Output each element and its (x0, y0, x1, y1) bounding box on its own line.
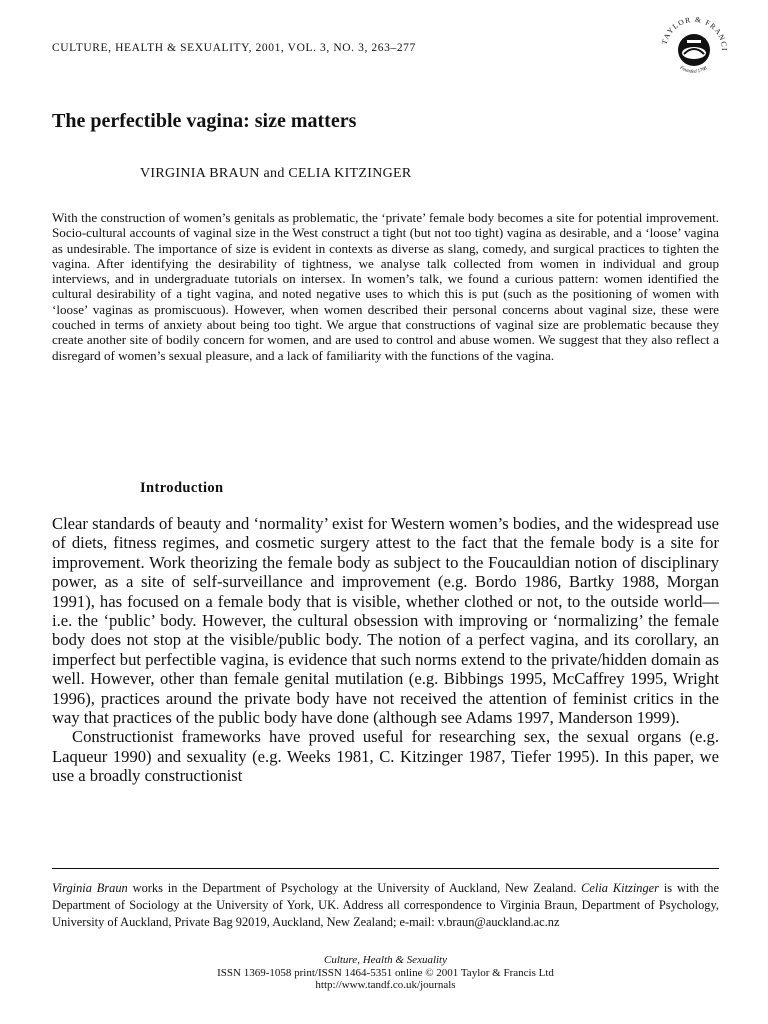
abstract: With the construction of women’s genitals as problematic, the ‘private’ female body becomes a site for potential improvement. Socio-cultural accounts of vaginal size in the West construct a tight (but not too tight) vagina as desirable, and a ‘loose’ vagina as undesirable. The importance of size is evident in contexts as diverse as slang, comedy, and surgical practices to tighten the vagina. After identifying the desirability of tightness, we analyse talk collected from women in individual and group interviews, and in undergraduate tutorials on intersex. In women’s talk, we found a curious pattern: women identified the cultural desirability of a tight vagina, and noted negative uses to which this is put (such as the positioning of women with ‘loose’ vaginas as promiscuous). However, when women described their personal concerns about vaginal size, these were couched in terms of anxiety about being too tight. We argue that constructions of vaginal size are problematic because they create another site of bodily concern for women, and are used to control and abuse women. We suggest that they also reflect a disregard of women’s sexual pleasure, and a lack of familiarity with the functions of the vagina. (52, 210, 719, 363)
taylor-francis-seal-icon (656, 10, 732, 86)
imprint-issn: ISSN 1369-1058 print/ISSN 1464-5351 online © 2001 Taylor & Francis Ltd (217, 966, 554, 979)
logo-founded-text: Founded 1798 (678, 65, 709, 75)
journal-imprint (52, 954, 719, 992)
section-heading-introduction: Introduction (140, 480, 224, 496)
publisher-logo (656, 10, 732, 86)
article-authors: VIRGINIA BRAUN and CELIA KITZINGER (140, 166, 412, 181)
imprint-url[interactable]: http://www.tandf.co.uk/journals (315, 979, 456, 992)
author-footnote (52, 880, 719, 931)
footnote-author1-text: works in the Department of Psychology at the University of Auckland, New Zealand. (127, 881, 582, 895)
body-paragraph: Clear standards of beauty and ‘normality’ exist for Western women’s bodies, and the widespread use of diets, fitness regimes, and cosmetic surgery attest to the fact that the female body is a site for improvement. Work theorizing the female body as subject to the Foucauldian notion of disciplinary power, as a site of self-surveillance and improvement (e.g. Bordo 1986, Bartky 1988, Morgan 1991), has focused on a female body that is visible, whether clothed or not, to the outside world—i.e. the ‘public’ body. However, the cultural obsession with improving or ‘normalizing’ the female body does not stop at the visible/public body. The notion of a perfect vagina, and its corollary, an imperfect but perfectible vagina, is evidence that such norms extend to the private/hidden domain as well. However, other than female genital mutilation (e.g. Bibbings 1995, McCaffrey 1995, Wright 1996), practices around the private body have not received the attention of feminist critics in the way that practices of the public body have done (although see Adams 1997, Manderson 1999). (52, 514, 719, 728)
running-head: CULTURE, HEALTH & SEXUALITY, 2001, VOL. 3, NO. 3, 263–277 (52, 42, 416, 54)
logo-arc-text: TAYLOR & FRANCI (659, 14, 730, 52)
body-text (52, 514, 719, 786)
footnote-author2-name: Celia Kitzinger (581, 881, 659, 895)
imprint-journal-name: Culture, Health & Sexuality (323, 954, 447, 966)
footnote-author2-text: is with the Department of Sociology at the University of York, UK. Address all correspondence to Virginia Braun, Department of Psychology, University of Auckland, Private Bag 92019, Auckland, New Zealand; e-mail: v.braun@auckland.ac.nz (52, 881, 719, 929)
footnote-author1-name: Virginia Braun (52, 881, 128, 895)
body-paragraph: Constructionist frameworks have proved useful for researching sex, the sexual organs (e.g. Laqueur 1990) and sexuality (e.g. Weeks 1981, C. Kitzinger 1987, Tiefer 1995). In this paper, we use a broadly constructionist (52, 727, 719, 786)
footnote-divider (52, 868, 719, 869)
article-title: The perfectible vagina: size matters (52, 110, 357, 132)
svg-text:Founded 1798 (678, 65, 709, 75)
